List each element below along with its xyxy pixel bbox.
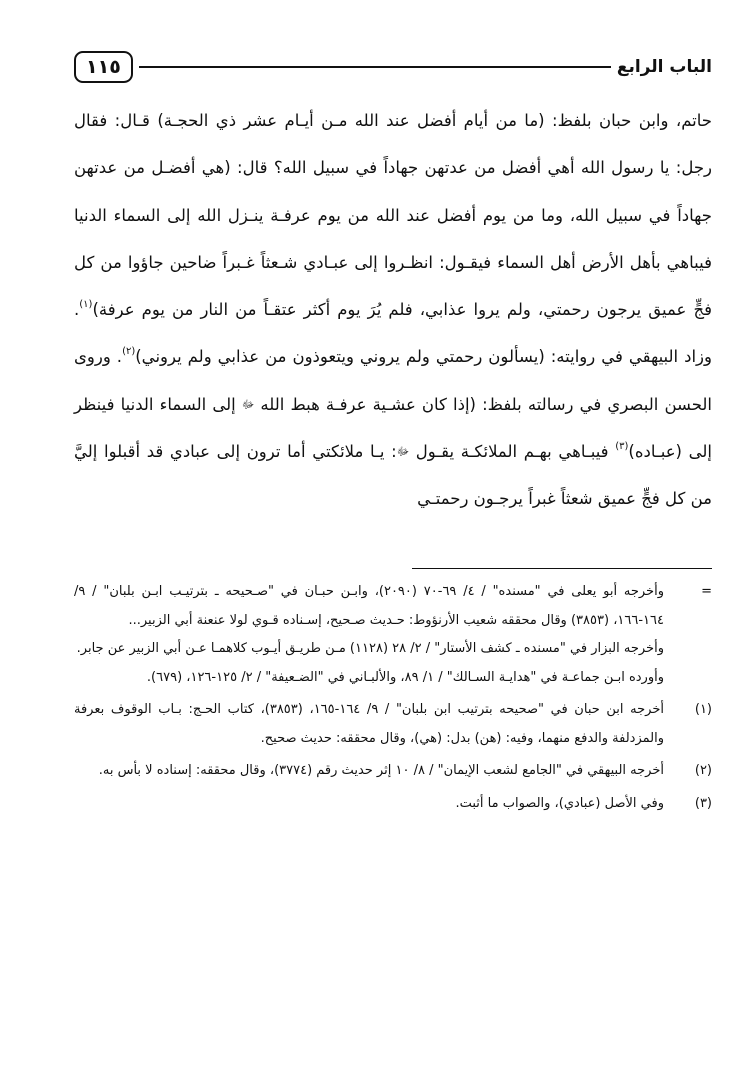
continuation-marker: = — [701, 584, 712, 599]
footnote-marker: (٣) — [694, 795, 712, 811]
footnote-1 — [74, 696, 712, 753]
footnote-ref-1: (١) — [79, 299, 93, 311]
main-paragraph — [74, 97, 712, 523]
footnote-ref-3: (٣) — [615, 441, 629, 453]
footnote-marker: (١) — [694, 702, 712, 717]
chapter-title: الباب الرابع — [616, 57, 712, 77]
main-text-part-3: . وروى الحسن البصري في رسالته بلفظ: (إذا كان عشـية عرفـة هبط الله — [74, 347, 712, 414]
footnote-2 — [74, 757, 712, 786]
continuation-body — [74, 578, 664, 692]
footnote-text: أخرجه البيهقي في "الجامع لشعب الإيمان" / ٨/ ١٠ إثر حديث رقم (٣٧٧٤)، وقال محققه: إسناده لا بأس به. — [98, 763, 664, 778]
footnote-marker: (٢) — [694, 763, 712, 778]
continuation-paragraph-2: وأخرجه البزار في "مسنده ـ كشف الأستار" / ٢/ ٢٨ (١١٢٨) مـن طريـق أيـوب كلاهمـا عـن أبي الزبير عن جابر. — [76, 641, 664, 656]
continuation-paragraph-1: وأخرجه أبو يعلى في "مسنده" / ٤/ ٦٩-٧٠ (٢٠٩٠)، وابـن حبـان في "صـحيحه ـ بترتيـب ابـن بلبان" / ٩/ ١٦٤-١٦٦، (٣٨٥٣) وقال محققه شعيب الأرنؤوط: حـديث صـحيح، إسـناده قـوي لولا عنعنة أبي الزبير... — [74, 584, 664, 628]
footnote-separator — [412, 568, 712, 569]
footnote-text: وفي الأصل (عبادي)، والصواب ما أثبت. — [455, 795, 664, 811]
main-text-part-1: حاتم، وابن حبان بلفظ: (ما من أيام أفضل عند الله مـن أيـام عشر ذي الحجـة) قـال: فقال رجل: يا رسول الله أهي أفضل من عدتهن جهاداً في سبيل الله؟ قال: (هي أفضـل من عدتهن جهاداً في سبيل الله، وما من يوم أفضل عند الله من يوم عرفـة ينـزل الله إلى السماء الدنيا فيباهي بأهل الأرض أهل السماء فيقـول: انظـروا إلى عبـادي شـعثاً غـبراً ضاحين جاؤوا من كل فجٍّ عميق يرجون رحمتي، ولم يروا عذابي، فلم يُرَ يوم أكثر عتقـاً من النار من يوم عرفة) — [74, 111, 712, 320]
main-text-part-5: فيبـاهي بهـم الملائكـة يقـول — [415, 442, 609, 462]
main-text-part-6: : يـا ملائكتي أما ترون إلى عبادي قد أقبلوا إليَّ من كل فجٍّ عميق شعثاً غبراً يرجـون رحمتـي — [74, 442, 712, 509]
main-text-part-4: إلى السماء الدنيا فينظر إلى (عبـاده) — [74, 394, 712, 462]
honorific-glyph-1: ﷻ — [241, 397, 255, 411]
main-text-part-2: . وزاد البيهقي في روايته: (يسألون رحمتي ولم يروني ويتعوذون من عذابي ولم يروني) — [74, 300, 712, 367]
honorific-glyph-2: ﷻ — [396, 445, 410, 459]
footnote-text: أخرجه ابن حبان في "صحيحه بترتيب ابن بلبان" / ٩/ ١٦٤-١٦٥، (٣٨٥٣)، كتاب الحـج: بـاب الوقوف بعرفة والمزدلفة والدفع منهما، وفيه: (هن) بدل: (هي)، وقال محققه: حديث صحيح. — [74, 702, 664, 746]
page-number: ١١٥ — [74, 51, 133, 83]
footnote-ref-2: (٢) — [122, 346, 136, 358]
footnote-3 — [74, 790, 712, 819]
main-text — [74, 97, 712, 523]
footnotes — [74, 578, 712, 822]
continuation-paragraph-3: وأورده ابـن جماعـة في "هدايـة السـالك" / ١/ ٨٩، والألبـاني في "الضـعيفة" / ٢/ ١٢٥-١٢٦، (٦٧٩). — [146, 669, 664, 685]
page-header — [74, 50, 712, 84]
header-rule — [139, 66, 611, 68]
footnote-continuation — [74, 578, 712, 692]
